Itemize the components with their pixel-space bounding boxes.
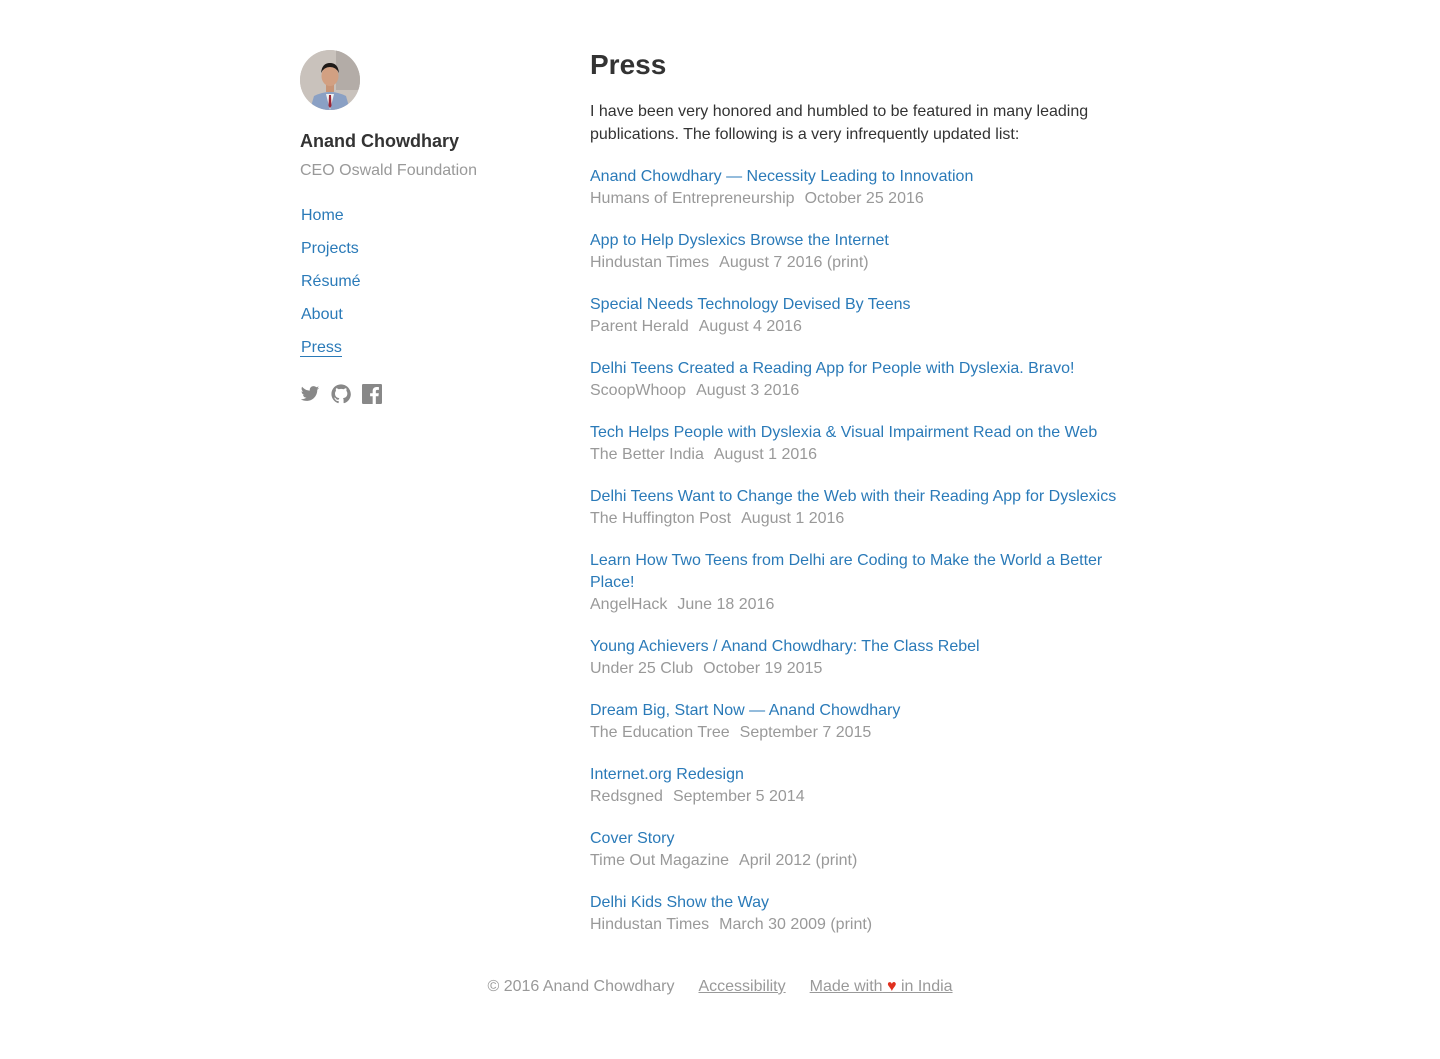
press-item-meta [590, 850, 1130, 872]
main-content [590, 48, 1130, 956]
facebook-icon[interactable] [362, 384, 382, 404]
main-nav [300, 206, 540, 371]
avatar[interactable] [300, 50, 360, 110]
press-item-publication: Parent Herald [590, 318, 689, 335]
press-item-date: March 30 2009 (print) [719, 916, 873, 933]
press-item [590, 892, 1130, 936]
profile-title: CEO Oswald Foundation [300, 162, 477, 179]
press-item [590, 828, 1130, 872]
press-list [590, 166, 1130, 936]
made-with-text: Made with [809, 978, 883, 995]
press-item-link[interactable]: Internet.org Redesign [590, 766, 744, 783]
press-item-date: August 3 2016 [696, 382, 800, 399]
press-item [590, 422, 1130, 466]
press-item [590, 166, 1130, 210]
press-item-date: August 4 2016 [698, 318, 802, 335]
press-item-date: August 7 2016 (print) [719, 254, 869, 271]
press-item-date: September 5 2014 [672, 788, 805, 805]
nav-link-projects[interactable]: Projects [301, 240, 359, 257]
nav-link-about[interactable]: About [301, 306, 343, 323]
press-item-link[interactable]: App to Help Dyslexics Browse the Internet [590, 232, 889, 249]
press-item-date: August 1 2016 [741, 510, 845, 527]
press-item [590, 294, 1130, 338]
press-item-meta [590, 508, 1130, 530]
nav-link-home[interactable]: Home [301, 207, 344, 224]
press-item-publication: The Huffington Post [590, 510, 732, 527]
nav-item-resume [300, 272, 540, 305]
footer-copyright: © 2016 Anand Chowdhary [487, 978, 675, 995]
page-title: Press [590, 49, 667, 80]
press-item [590, 700, 1130, 744]
press-item-link[interactable]: Delhi Teens Created a Reading App for People with Dyslexia. Bravo! [590, 360, 1075, 377]
avatar-image [300, 50, 360, 110]
press-item-publication: ScoopWhoop [590, 382, 687, 399]
press-item [590, 550, 1130, 616]
nav-item-home [300, 206, 540, 239]
press-item-meta [590, 722, 1130, 744]
press-item-date: September 7 2015 [739, 724, 872, 741]
press-item-meta [590, 252, 1130, 274]
press-item-meta [590, 594, 1130, 616]
footer [0, 976, 1440, 998]
press-item-link[interactable]: Learn How Two Teens from Delhi are Coding to Make the World a Better Place! [590, 552, 1103, 591]
press-item-publication: The Better India [590, 446, 704, 463]
press-item [590, 486, 1130, 530]
press-item [590, 358, 1130, 402]
press-item-link[interactable]: Cover Story [590, 830, 675, 847]
nav-link-press[interactable]: Press [301, 339, 342, 356]
heart-icon: ♥ [887, 978, 897, 995]
press-item-link[interactable]: Delhi Kids Show the Way [590, 894, 770, 911]
press-item-date: April 2012 (print) [739, 852, 858, 869]
press-item-date: August 1 2016 [713, 446, 818, 463]
press-item-date: June 18 2016 [677, 596, 775, 613]
press-item-link[interactable]: Young Achievers / Anand Chowdhary: The Class Rebel [590, 638, 980, 655]
made-in-india-link[interactable] [810, 978, 953, 995]
press-item-meta [590, 786, 1130, 808]
press-item-date: October 19 2015 [703, 660, 823, 677]
press-item-publication: Hindustan Times [590, 254, 710, 271]
intro-text: I have been very honored and humbled to be featured in many leading publications. The following is a very infrequently updated list: [590, 103, 1089, 143]
twitter-icon[interactable] [300, 384, 320, 404]
in-india-text: in India [900, 978, 953, 995]
press-item-publication: Time Out Magazine [590, 852, 730, 869]
nav-item-projects [300, 239, 540, 272]
press-item-meta [590, 914, 1130, 936]
nav-item-press [300, 338, 540, 371]
profile-name: Anand Chowdhary [300, 131, 460, 151]
social-links [300, 384, 540, 404]
press-item-date: October 25 2016 [804, 190, 924, 207]
press-item-publication: Humans of Entrepreneurship [590, 190, 795, 207]
press-item-publication: Hindustan Times [590, 916, 710, 933]
github-icon[interactable] [331, 384, 351, 404]
press-item [590, 230, 1130, 274]
accessibility-link[interactable]: Accessibility [698, 978, 786, 995]
press-item-publication: Under 25 Club [590, 660, 694, 677]
press-item-meta [590, 380, 1130, 402]
nav-item-about [300, 305, 540, 338]
press-item-link[interactable]: Delhi Teens Want to Change the Web with their Reading App for Dyslexics [590, 488, 1117, 505]
press-item-link[interactable]: Special Needs Technology Devised By Teens [590, 296, 911, 313]
press-item-meta [590, 316, 1130, 338]
press-item-meta [590, 444, 1130, 466]
press-item [590, 636, 1130, 680]
press-item [590, 764, 1130, 808]
press-item-link[interactable]: Tech Helps People with Dyslexia & Visual Impairment Read on the Web [590, 424, 1098, 441]
press-item-publication: The Education Tree [590, 724, 730, 741]
press-item-publication: Redsgned [590, 788, 663, 805]
press-item-link[interactable]: Anand Chowdhary — Necessity Leading to Innovation [590, 168, 974, 185]
nav-link-resume[interactable]: Résumé [301, 273, 361, 290]
press-item-meta [590, 658, 1130, 680]
press-item-link[interactable]: Dream Big, Start Now — Anand Chowdhary [590, 702, 901, 719]
sidebar [300, 50, 540, 404]
press-item-publication: AngelHack [590, 596, 668, 613]
press-item-meta [590, 188, 1130, 210]
